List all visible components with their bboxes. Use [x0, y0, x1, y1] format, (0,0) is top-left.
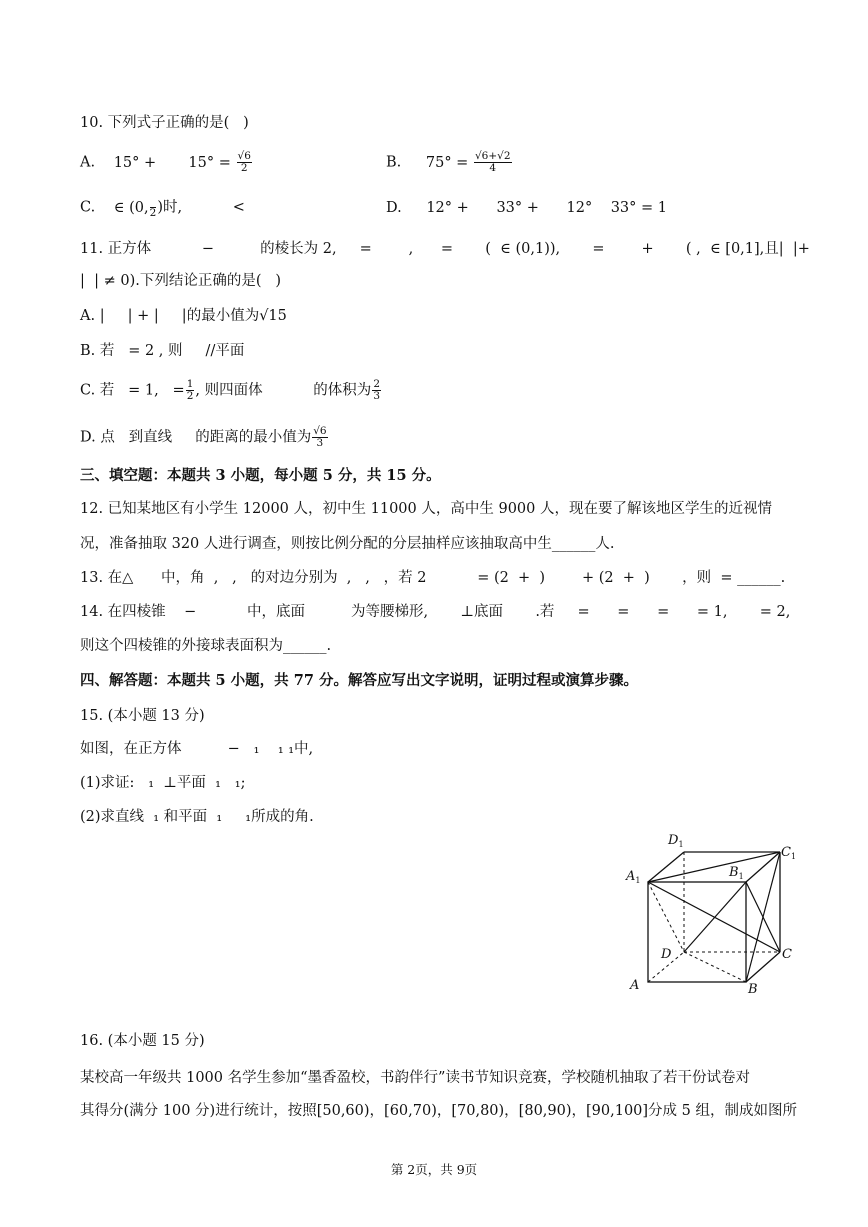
diagonal-a1-c1 [648, 852, 780, 882]
cube-figure [612, 822, 802, 1002]
cube-front-face [648, 882, 746, 982]
q15-title: 15. (本小题 13 分) [80, 708, 205, 724]
label-c: C [782, 947, 792, 962]
q10-option-a-text: 15° + 15° = [113, 154, 231, 171]
diagonal-a1-c [648, 882, 780, 952]
q10-option-a-label: A. [80, 154, 96, 171]
q11-option-a: A. | | + | |的最小值为√15 [80, 308, 287, 324]
label-d: D [661, 947, 672, 962]
diagonal-d-b-hidden [684, 952, 746, 982]
q14-line1: 14. 在四棱锥 − 中，底面 为等腰梯形, ⊥底面 .若 = = = = 1, = 2, [80, 604, 791, 620]
q15-part1: (1)求证: ₁ ⊥平面 ₁ ₁; [80, 775, 246, 791]
diagonal-a1-d-hidden [648, 882, 684, 952]
q10-option-b [386, 151, 513, 174]
q10-option-b-text: 75° = [425, 154, 469, 171]
q10-option-a-fraction: $\frac{√6}{2}$ [237, 150, 251, 174]
q11-option-d [80, 426, 329, 449]
q15-intro: 如图，在正方体 − ₁ ₁ ₁中, [80, 741, 314, 757]
q15-part2: (2)求直线 ₁ 和平面 ₁ ₁所成的角. [80, 809, 314, 825]
q12-line2: 况，准备抽取 320 人进行调查，则按比例分配的分层抽样应该抽取高中生______人. [80, 536, 615, 552]
q11-option-c-text-mid: , 则四面体 的体积为 [195, 382, 372, 399]
label-b1: $B_1$ [729, 865, 744, 881]
q11-stem-line1: 11. 正方体 − 的棱长为 2, = , = ( ∈ (0,1)), = + ( , ∈ [0,1],且| |+ [80, 241, 810, 257]
section-4-heading: 四、解答题：本题共 5 小题，共 77 分。解答应写出文字说明，证明过程或演算步骤。 [80, 672, 638, 689]
diagonal-b1-d [684, 882, 746, 952]
q11-stem-line2: | | ≠ 0).下列结论正确的是( ) [80, 273, 281, 289]
q16-title: 16. (本小题 15 分) [80, 1033, 205, 1049]
q11-option-d-text: D. 点 到直线 的距离的最小值为 [80, 429, 312, 446]
label-a1: $A_1$ [626, 869, 641, 885]
q12-line1: 12. 已知某地区有小学生 12000 人，初中生 11000 人，高中生 9000 人，现在要了解该地区学生的近视情 [80, 501, 772, 517]
q10-option-d-text: 12° + 33° + 12° 33° = 1 [426, 200, 667, 216]
q16-line1: 某校高一年级共 1000 名学生参加“墨香盈校，书韵伴行”读书节知识竞赛，学校随机抽取了若干份试卷对 [80, 1070, 750, 1086]
q10-option-c-text-post: )时, < [157, 199, 245, 216]
q10-option-c [80, 196, 245, 219]
edge-b1-c1 [746, 852, 780, 882]
q10-option-b-fraction: $\frac{√6+√2}{4}$ [474, 150, 511, 174]
diagonal-b1-c [746, 882, 780, 952]
q11-option-c-fraction-2: $\frac{2}{3}$ [373, 378, 380, 402]
q11-option-c [80, 379, 382, 402]
q10-option-d-label: D. [386, 200, 402, 216]
q14-line2: 则这个四棱锥的外接球表面积为______. [80, 638, 332, 654]
q11-option-d-fraction: $\frac{√6}{3}$ [313, 425, 327, 449]
label-b: B [748, 982, 758, 997]
q11-option-c-fraction-1: $\frac{1}{2}$ [186, 378, 194, 402]
q10-option-c-fraction: 2 [150, 196, 157, 219]
q11-option-b: B. 若 = 2 , 则 //平面 [80, 343, 245, 359]
edge-b-c [746, 952, 780, 982]
q10-option-b-label: B. [386, 154, 402, 171]
q10-option-c-label: C. [80, 199, 96, 216]
label-a: A [630, 978, 640, 993]
label-c1: $C_1$ [781, 845, 797, 861]
q13: 13. 在△ 中，角 , , 的对边分别为 , , ，若 2 = (2 + ) + (2 + ) ，则 = ______. [80, 570, 786, 586]
label-d1: $D_1$ [668, 833, 684, 849]
q16-line2: 其得分(满分 100 分)进行统计，按照[50,60)，[60,70)，[70,80)，[80,90)，[90,100]分成 5 组，制成如图所 [80, 1103, 797, 1119]
q10-option-d [386, 198, 667, 218]
page-footer: 第 2页，共 9页 [390, 1162, 478, 1177]
q10-option-c-text: ∈ (0, [113, 199, 149, 216]
section-3-heading: 三、填空题：本题共 3 小题，每小题 5 分，共 15 分。 [80, 467, 441, 484]
q10-stem: 10. 下列式子正确的是( ) [80, 115, 249, 131]
q11-option-c-text: C. 若 = 1, = [80, 382, 185, 399]
q10-option-a [80, 151, 253, 174]
